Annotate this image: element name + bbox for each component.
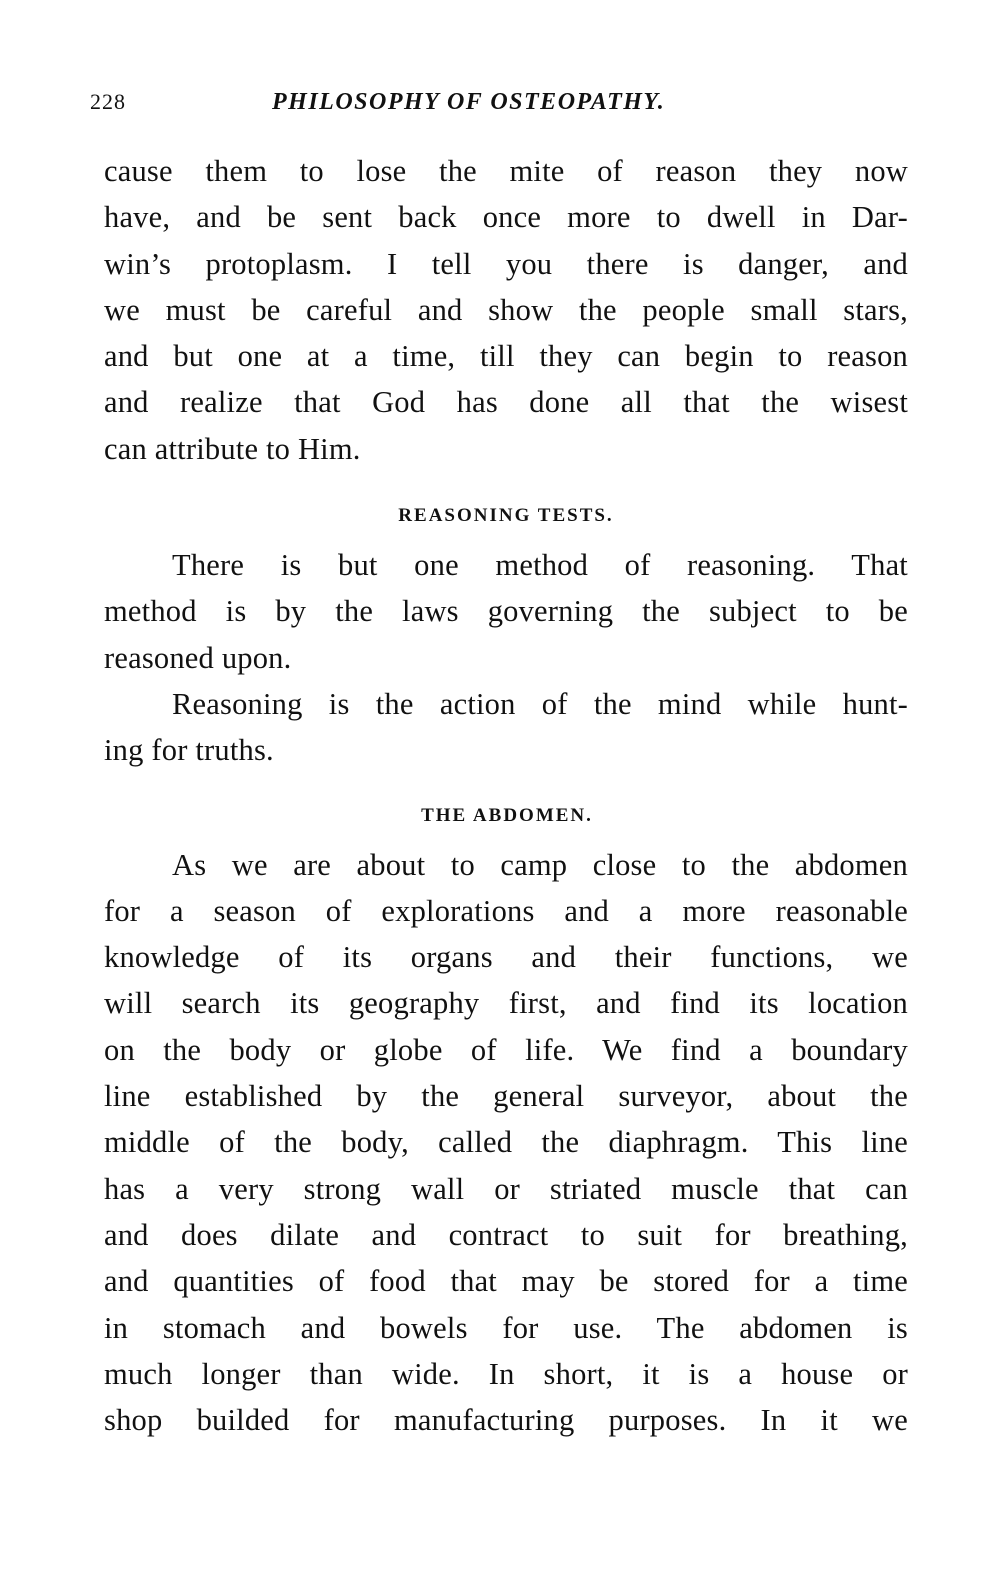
text-line: and does dilate and contract to suit for breathing,: [104, 1217, 908, 1252]
text-line: on the body or globe of life. We find a boundary: [104, 1032, 908, 1067]
section-heading-the-abdomen: THE ABDOMEN.: [421, 804, 593, 826]
page-header: [90, 82, 908, 122]
text-line: shop builded for manufacturing purposes. In it we: [104, 1403, 908, 1438]
text-line: and realize that God has done all that the wisest: [104, 385, 908, 420]
running-title: PHILOSOPHY OF OSTEOPATHY.: [272, 89, 666, 115]
text-line: will search its geography first, and find its location: [104, 986, 908, 1021]
paragraph-darwin-protoplasm: [104, 148, 908, 472]
text-line: middle of the body, called the diaphragm. This line: [104, 1125, 908, 1160]
text-line: Reasoning is the action of the mind while hunt-: [172, 686, 908, 721]
text-line: cause them to lose the mite of reason they now: [104, 154, 908, 188]
text-line: for a season of explorations and a more reasonable: [104, 893, 908, 928]
text-line: knowledge of its organs and their functions, we: [104, 940, 908, 975]
text-line: have, and be sent back once more to dwell in Dar-: [104, 200, 908, 235]
paragraph-reasoning-definition: [104, 681, 908, 774]
text-line: in stomach and bowels for use. The abdomen is: [104, 1310, 908, 1345]
text-line: and quantities of food that may be stored for a time: [104, 1264, 908, 1299]
section-heading-reasoning-tests: REASONING TESTS.: [398, 505, 614, 527]
text-line: ing for truths.: [104, 733, 274, 768]
page-body: [104, 148, 908, 1443]
text-line: and but one at a time, till they can begin to reason: [104, 339, 908, 374]
text-line: much longer than wide. In short, it is a house or: [104, 1356, 908, 1391]
text-line: line established by the general surveyor, about the: [104, 1079, 908, 1114]
paragraph-method-of-reasoning: [104, 542, 908, 681]
page-number: 228: [90, 89, 126, 114]
paragraph-abdomen: [104, 842, 908, 1444]
text-line: can attribute to Him.: [104, 431, 361, 466]
text-line: has a very strong wall or striated muscle that can: [104, 1171, 908, 1206]
text-line: win’s protoplasm. I tell you there is danger, and: [104, 246, 908, 281]
text-line: As we are about to camp close to the abdomen: [172, 847, 908, 882]
book-page: [90, 82, 908, 1443]
text-line: we must be careful and show the people small stars,: [104, 292, 908, 327]
text-line: reasoned upon.: [104, 640, 292, 675]
text-line: There is but one method of reasoning. That: [172, 548, 908, 583]
text-line: method is by the laws governing the subject to be: [104, 594, 908, 629]
